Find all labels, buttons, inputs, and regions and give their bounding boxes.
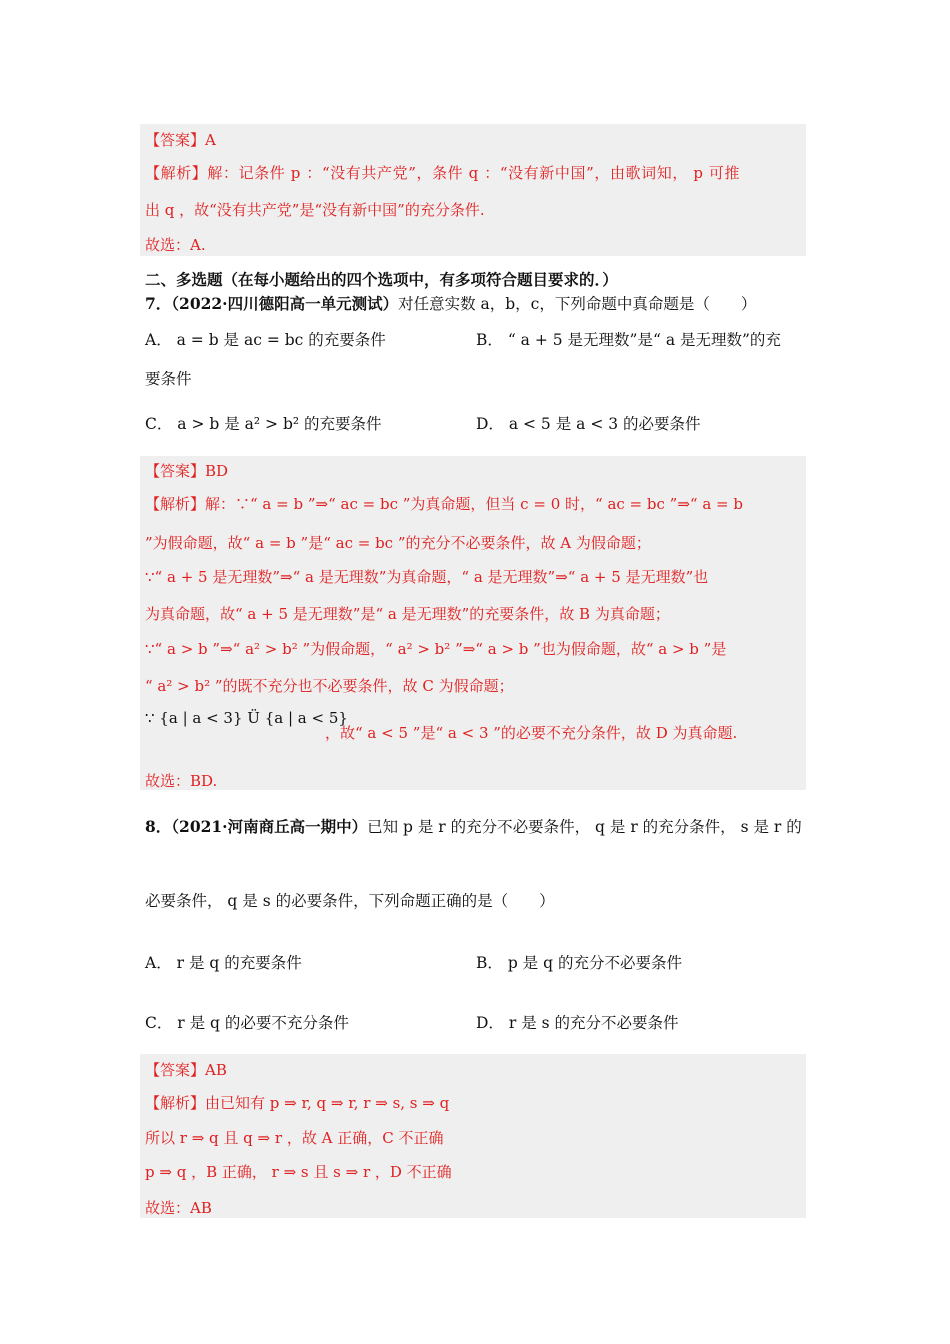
question-text: 已知 p 是 r 的充分不必要条件， q 是 r 的充分条件， s 是 r 的 <box>367 818 802 836</box>
option-c: C． a > b 是 a² > b² 的充要条件 <box>145 415 382 433</box>
answer-tag: 【答案】 <box>145 1061 206 1079</box>
question-8-stem-continued: 必要条件， q 是 s 的必要条件，下列命题正确的是（ ） <box>145 892 555 910</box>
answer-value: BD <box>205 462 229 480</box>
option-a: A． r 是 q 的充要条件 <box>145 954 302 972</box>
question-source: （2022·四川德阳高一单元测试） <box>171 294 399 313</box>
answer-line <box>145 130 216 150</box>
option-c: C． r 是 q 的必要不充分条件 <box>145 1014 349 1032</box>
analysis-line: 故选：BD. <box>145 772 218 790</box>
answer-block-1 <box>140 124 806 256</box>
analysis-line: 【解析】解：记条件 p ：“没有共产党”，条件 q ：“没有新中国”，由歌词知， p 可推 <box>145 164 741 182</box>
analysis-line: p ⇒ q ，B 正确， r ⇒ s 且 s ⇒ r ，D 不正确 <box>145 1163 452 1181</box>
answer-value: A <box>205 131 216 149</box>
question-7-stem <box>145 294 756 314</box>
analysis-line: ”为假命题，故“ a = b ”是“ ac = bc ”的充分不必要条件，故 A 为假命题； <box>145 534 651 552</box>
analysis-line: ，故“ a < 5 ”是“ a < 3 ”的必要不充分条件，故 D 为真命题. <box>325 724 738 742</box>
answer-tag: 【答案】 <box>145 131 206 149</box>
answer-line <box>145 1060 227 1080</box>
answer-line <box>145 461 228 481</box>
question-number: 8． <box>145 817 172 836</box>
analysis-line: ∵ {a | a < 3} Ü {a | a < 5} <box>145 709 348 727</box>
analysis-line: 为真命题，故“ a + 5 是无理数”是“ a 是无理数”的充要条件，故 B 为真命题； <box>145 605 670 623</box>
question-source: （2021·河南商丘高一期中） <box>171 817 368 836</box>
analysis-line: 【解析】解：∵“ a = b ”⇒“ ac = bc ”为真命题，但当 c = 0 时，“ ac = bc ”⇒“ a = b <box>145 495 743 513</box>
analysis-line: ∵“ a + 5 是无理数”⇒“ a 是无理数”为真命题，“ a 是无理数”⇒“ a + 5 是无理数”也 <box>145 568 709 586</box>
analysis-line: 故选：A. <box>145 236 206 254</box>
analysis-line: 所以 r ⇒ q 且 q ⇒ r ，故 A 正确，C 不正确 <box>145 1129 444 1147</box>
analysis-line: 出 q ，故“没有共产党”是“没有新中国”的充分条件. <box>145 201 485 219</box>
question-8-stem <box>145 817 802 837</box>
option-b: B． p 是 q 的充分不必要条件 <box>476 954 682 972</box>
analysis-line: 故选：AB <box>145 1199 212 1217</box>
option-b-continued: 要条件 <box>145 370 192 388</box>
analysis-line: 【解析】由已知有 p ⇒ r, q ⇒ r, r ⇒ s, s ⇒ q <box>145 1094 450 1112</box>
analysis-line: ∵“ a > b ”⇒“ a² > b² ”为假命题，“ a² > b² ”⇒“ a > b ”也为假命题，故“ a > b ”是 <box>145 640 727 658</box>
option-b: B． “ a + 5 是无理数”是“ a 是无理数”的充 <box>476 331 781 349</box>
analysis-line: “ a² > b² ”的既不充分也不必要条件，故 C 为假命题； <box>145 677 514 695</box>
answer-value: AB <box>205 1061 227 1079</box>
section-heading: 二、多选题（在每小题给出的四个选项中，有多项符合题目要求的．） <box>145 270 618 289</box>
answer-tag: 【答案】 <box>145 462 206 480</box>
option-d: D． a < 5 是 a < 3 的必要条件 <box>476 415 701 433</box>
question-number: 7． <box>145 294 172 313</box>
option-a: A． a = b 是 ac = bc 的充要条件 <box>145 331 386 349</box>
option-d: D． r 是 s 的充分不必要条件 <box>476 1014 679 1032</box>
question-text: 对任意实数 a，b，c，下列命题中真命题是（ ） <box>398 295 757 313</box>
